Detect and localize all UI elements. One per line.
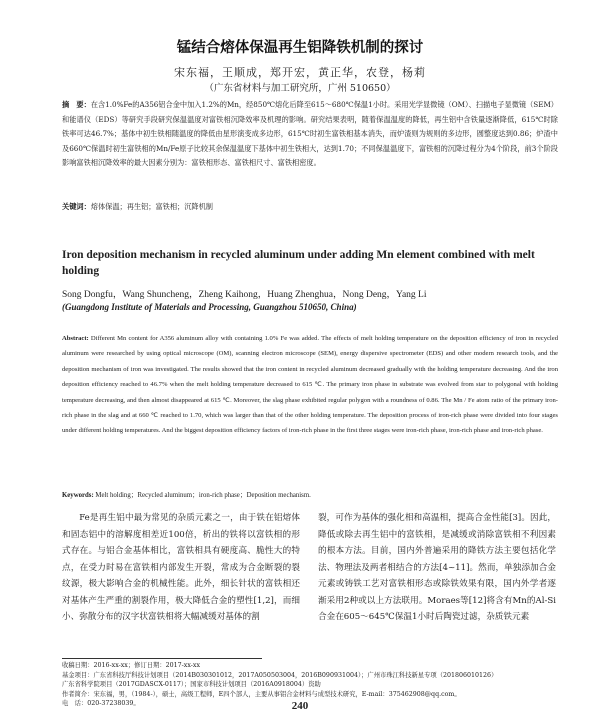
body-left-column [62,510,300,626]
cn-affiliation: （广东省材料与加工研究所，广州 510650） [204,83,396,94]
cn-keywords-label: 关键词： [62,202,91,211]
footnote-author: 作者简介：宋东福，男，（1984-），硕士，高级工程师，E四个部人，主要从事铝合金材料与成型技术研究，E-mail：375462908@qq.com。 [62,690,461,698]
en-abstract-label: Abstract: [62,335,89,342]
en-abstract-text: Different Mn content for A356 aluminum alloy with containing 1.0% Fe was added. The effects of melt holding temperature on the deposition efficiency of iron in recycled aluminum were researched by using optical microscope (OM), scanning electron microscope (SEM), energy dispersive spectrometer (EDS) and other modern research tools, and the deposition mechanism of iron was investigated. The results showed that the iron content in recycled aluminum decreased gradually with the holding temperature decreasing. And the iron deposition efficiency reached to 46.7% when the melt holding temperature decreased to 615 ℃. The primary iron phase in substrate was evolved from star to polygonal with holding temperature decreasing, and then almost disappeared at 615 ℃. Moreover, the slag phase exhibited regular polygon with a roundness of 0.86. The Mn / Fe atom ratio of the primary iron-rich phase in the slag and at 660 ℃ reached to 1.70, which was larger than that of the other holding temperature. The deposition process of iron-rich phase were divided into four stages under different holding temperatures. And the biggest deposition efficiency factors of iron-rich phase in the first three stages were iron-rich phase, iron-rich phase and iron-rich phase. [62,335,558,435]
cn-keywords [62,201,558,213]
body-right-column [318,510,556,626]
en-abstract [62,331,558,439]
footnote-received: 收稿日期：2016-xx-xx；修订日期：2017-xx-xx [62,662,201,669]
footnote-phone: 电 话：020-37238039。 [62,700,140,708]
body-paragraph: 裂，可作为基体的强化相和高温相，提高合金性能[3]。因此，降低或除去再生铝中的富铁相，是减缓或消除富铁相不利因素的根本方法。目前，国内外普遍采用的降铁方法主要包括化学法、物理法及两者相结合的方法[4~11]。然而，单独添加合金元素或铸铁工艺对富铁相形态或除铁效果有限，国内外学者逐渐采用2种或以上方法联用。Moraes等[12]将含有Mn的Al-Si合金在605～645℃保温1小时后陶瓷过滤，杂质铁元素 [318,513,556,622]
cn-abstract-label: 摘 要： [62,100,91,109]
footnote-funding-cont: 广东省科学院项目（2017GDASCX-0117）；国家市科技计划项目（2016A0918004）资助 [62,681,321,689]
cn-keywords-text: 熔体保温；再生铝；富铁相；沉降机制 [90,202,213,211]
footnote-divider [62,658,262,659]
en-affiliation: (Guangdong Institute of Materials and Processing, Guangzhou 510650, China) [62,302,357,312]
page-number: 240 [291,700,309,712]
footnote-funding: 基金项目：广东省科技厅科技计划项目（2014B030301012，2017A050503004，2016B090931004）；广州市珠江科技新星专项（201806010126） [62,671,498,679]
cn-authors: 宋东福，王顺成，郑开宏，黄正华，农登，杨莉 [174,66,426,79]
en-keywords [62,490,558,502]
cn-abstract-text: 在含1.0%Fe的A356铝合金中加入1.2%的Mn，经850℃熔化后降至615～680℃保温1小时。采用光学显微镜（OM）、扫描电子显微镜（SEM）和能谱仪（EDS）等研究手段研究保温温度对富铁相沉降效率及机理的影响。研究结果表明，随着保温温度的降低，再生铝中含铁量逐渐降低，615℃时除铁率可达46.7%；基体中初生铁相随温度的降低由星形演变成多边形，615℃时初生富铁相基本消失，而炉渣则为规则的多边形，圆整度达到0.86；炉渣中及660℃保温时初生富铁相的Mn/Fe原子比较其余保温温度下基体中初生铁相大，达到1.70；不同保温温度下，富铁相的沉降过程分为4个阶段，前3个阶段影响富铁相沉降效率的最大因素分别为：富铁相形态、富铁相尺寸、富铁相密度。 [62,100,558,168]
body-paragraph: Fe是再生铝中最为常见的杂质元素之一，由于铁在铝熔体和固态铝中的溶解度相差近100倍，析出的铁将以富铁相的形式存在。与铝合金基体相比，富铁相具有硬度高、脆性大的特点，在受力时易在富铁相内部发生开裂，常成为合金断裂的裂纹源，极大影响合金的机械性能。此外，细长针状的富铁相还对基体产生严重的割裂作用，极大降低合金的塑性[1,2]，而细小、弥散分布的汉字状富铁相将大幅减缓对基体的割 [62,513,300,622]
en-keywords-text: Melt holding；Recycled aluminum；iron-rich phase；Deposition mechanism. [95,492,311,499]
en-keywords-label: Keywords: [62,492,94,499]
en-title: Iron deposition mechanism in recycled aluminum under adding Mn element combined with melt holding [62,249,535,277]
cn-abstract [62,98,558,171]
cn-title: 锰结合熔体保温再生铝降铁机制的探讨 [176,40,424,56]
en-authors: Song Dongfu，Wang Shuncheng，Zheng Kaihong，Huang Zhenghua，Nong Deng，Yang Li [62,290,427,300]
